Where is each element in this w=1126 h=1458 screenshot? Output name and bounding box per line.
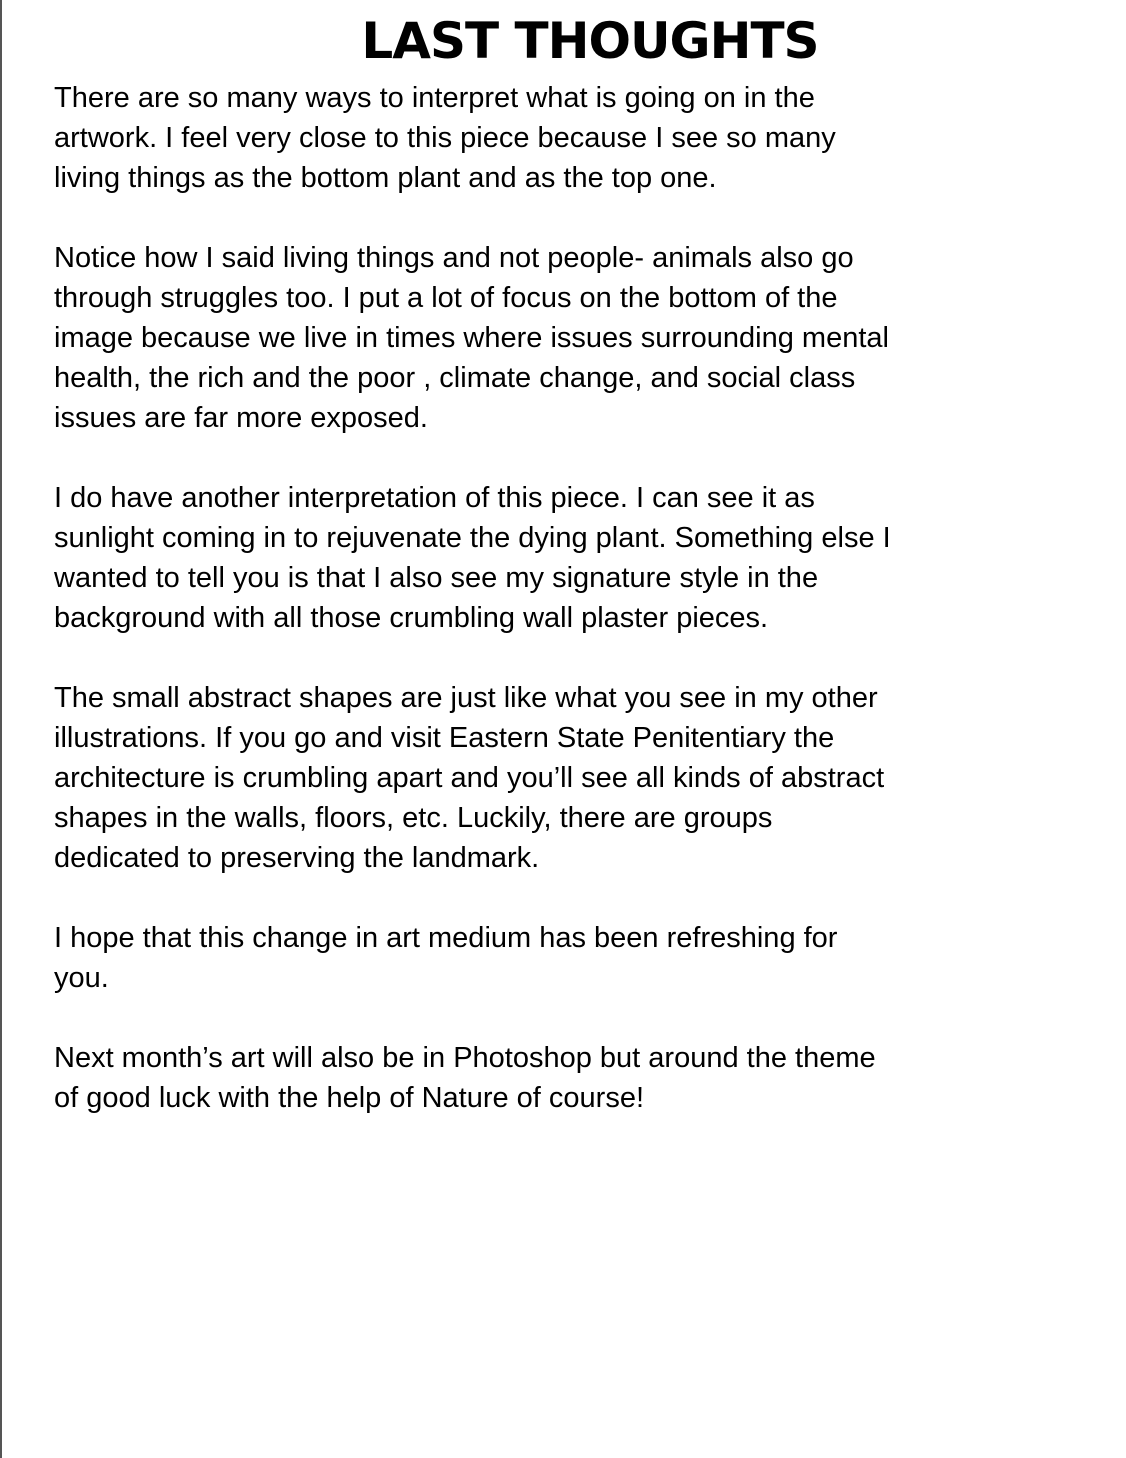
paragraph-1 [54, 78, 1054, 198]
page-title: LAST THOUGHTS [361, 12, 819, 70]
text-line: There are so many ways to interpret what is going on in the [54, 82, 815, 114]
paragraph-6 [54, 1038, 1054, 1118]
text-line: dedicated to preserving the landmark. [54, 842, 540, 874]
text-line: health, the rich and the poor , climate change, and social class [54, 362, 856, 394]
text-line: image because we live in times where issues surrounding mental [54, 322, 889, 354]
text-line: living things as the bottom plant and as the top one. [54, 162, 717, 194]
text-line: I do have another interpretation of this piece. I can see it as [54, 482, 815, 514]
text-line: Next month’s art will also be in Photoshop but around the theme [54, 1042, 876, 1074]
body-text [54, 78, 1054, 1158]
paragraph-5 [54, 918, 1054, 998]
text-line: artwork. I feel very close to this piece because I see so many [54, 122, 836, 154]
text-line: of good luck with the help of Nature of course! [54, 1082, 645, 1114]
text-line: sunlight coming in to rejuvenate the dying plant. Something else I [54, 522, 891, 554]
text-line: shapes in the walls, floors, etc. Luckily, there are groups [54, 802, 773, 834]
text-line: background with all those crumbling wall plaster pieces. [54, 602, 769, 634]
text-line: through struggles too. I put a lot of focus on the bottom of the [54, 282, 838, 314]
text-line: Notice how I said living things and not people- animals also go [54, 242, 854, 274]
text-line: I hope that this change in art medium has been refreshing for [54, 922, 838, 954]
text-line: illustrations. If you go and visit Eastern State Penitentiary the [54, 722, 835, 754]
text-line: wanted to tell you is that I also see my signature style in the [54, 562, 819, 594]
text-line: you. [54, 962, 109, 994]
paragraph-2 [54, 238, 1054, 438]
text-line: issues are far more exposed. [54, 402, 428, 434]
paragraph-3 [54, 478, 1054, 638]
paragraph-4 [54, 678, 1054, 878]
text-line: The small abstract shapes are just like what you see in my other [54, 682, 878, 714]
text-line: architecture is crumbling apart and you’ll see all kinds of abstract [54, 762, 885, 794]
